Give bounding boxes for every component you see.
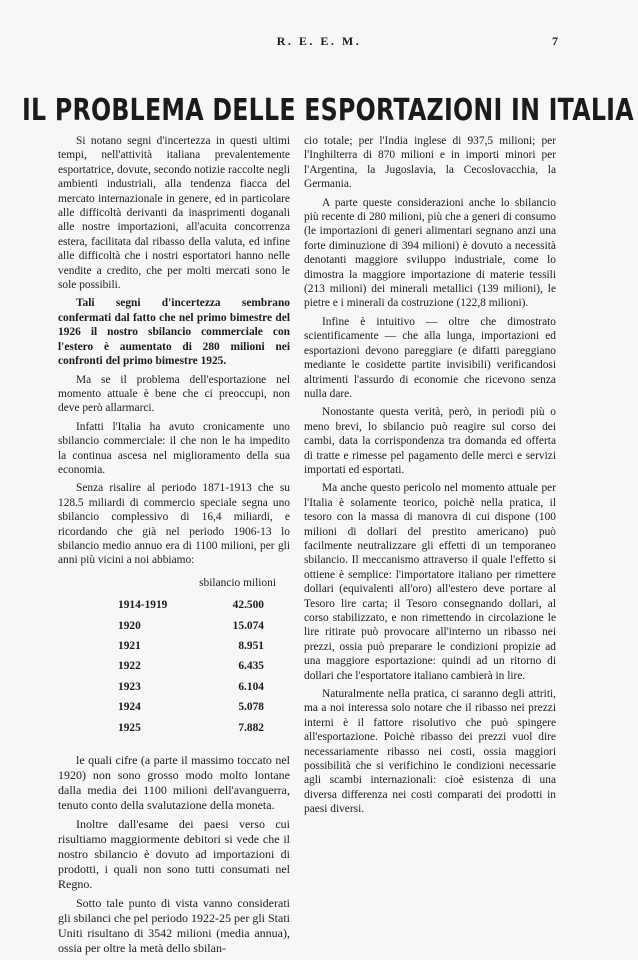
table-row bbox=[58, 619, 290, 639]
page-number: 7 bbox=[552, 34, 558, 48]
paragraph: Si notano segni d'incertezza in questi ultimi tempi, nell'attività italiana prevalentemente esportatrice, dovute, secondo notizie raccolte negli ambienti industriali, alla tendenza fiacca del mercato internazionale in genere, ed in particolare alle difficoltà derivanti da inasprimenti doganali alle nostre importazioni, all'acuita concorrenza estera, facilitata dal ribasso della valuta, ed infine alle difficoltà che i nostri esportatori hanno nelle vendite a credito, che per molti mercati sono le sole possibili. bbox=[58, 135, 290, 292]
paragraph: Senza risalire al periodo 1871-1913 che su 128.5 miliardi di commercio speciale segna uno sbilancio complessivo di 16,4 miliardi, e ricordando che già nel periodo 1906-13 lo sbilancio medio annuo era di 1100 milioni, per gli anni più vicini a noi abbiamo: bbox=[58, 482, 290, 567]
table-year: 1920 bbox=[118, 619, 141, 632]
paragraph: A parte queste considerazioni anche lo sbilancio più recente di 280 milioni, più che a generi di consumo (le importazioni di generi alimentari segnano anzi una forte diminuzione di 394 milioni) è dovuto a necessità denotanti maggiore sviluppo industriale, come lo dimostra la maggiore importazione di materie tessili (213 milioni) dei minerali metallici (139 milioni), le pietre e i minerali da costruzione (122,8 milioni). bbox=[304, 196, 556, 310]
table-year: 1922 bbox=[118, 660, 141, 673]
magazine-name: R. E. E. M. bbox=[276, 34, 362, 48]
table-row bbox=[58, 721, 290, 741]
table-value: 5.078 bbox=[238, 701, 264, 714]
paragraph: Ma se il problema dell'esportazione nel momento attuale è bene che ci preoccupi, non deve però allarmarci. bbox=[58, 373, 290, 415]
paragraph: le quali cifre (a parte il massimo toccato nel 1920) non sono grosso modo molto lontane dalla media dei 1100 milioni dell'avanguerra, tenuto conto della svalutazione della moneta. bbox=[58, 753, 290, 813]
table-value: 6.104 bbox=[238, 680, 264, 693]
table-value: 6.435 bbox=[238, 660, 264, 673]
deficit-table bbox=[58, 576, 290, 741]
article-title: IL PROBLEMA DELLE ESPORTAZIONI IN ITALIA bbox=[22, 93, 634, 128]
table-value: 7.882 bbox=[238, 721, 264, 734]
table-value: 15.074 bbox=[232, 619, 264, 632]
paragraph: Infatti l'Italia ha avuto cronicamente uno sbilancio commerciale: il che non le ha impedito la continua ascesa nel miglioramento della sua economia. bbox=[58, 420, 290, 476]
table-row bbox=[58, 659, 290, 679]
table-row bbox=[58, 598, 290, 618]
paragraph: Inoltre dall'esame dei paesi verso cui risultiamo maggiormente debitori si vede che il nostro sbilancio è dovuto ad importazioni di prodotti, i quali non sono tutti consumati nel Regno. bbox=[58, 817, 290, 892]
table-year: 1921 bbox=[118, 640, 141, 652]
paragraph: Infine è intuitivo — oltre che dimostrato scientificamente — che alla lunga, importazioni ed esportazioni devono pareggiare (e difatti pareggiano mediante le cosidette partite invisibili) verificandosi altrimenti l'assurdo di economie che ricevono senza nulla dare. bbox=[304, 315, 556, 400]
right-column bbox=[304, 134, 556, 821]
paragraph: cio totale; per l'India inglese di 937,5 milioni; per l'Inghilterra di 870 milioni e in importi minori per l'Argentina, la Jugoslavia, la Cecoslovacchia, la Germania. bbox=[304, 135, 556, 191]
table-row bbox=[58, 639, 290, 659]
table-year: 1925 bbox=[118, 721, 141, 734]
table-year: 1924 bbox=[118, 701, 141, 714]
table-header: sbilancio milioni bbox=[199, 576, 276, 589]
table-row bbox=[58, 680, 290, 700]
left-column bbox=[58, 134, 290, 960]
paragraph: Nonostante questa verità, però, in periodi più o meno brevi, lo sbilancio può reagire sul corso dei cambi, data la corrispondenza tra domanda ed offerta di tratte e rimesse pel pagamento delle merci e servizi importati ed esportati. bbox=[304, 406, 556, 476]
table-row bbox=[58, 700, 290, 720]
paragraph: Tali segni d'incertezza sembrano confermati dal fatto che nel primo bimestre del 1926 il nostro sbilancio commerciale con l'estero è aumentato di 280 milioni nei confronti del primo bimestre 1925. bbox=[58, 297, 290, 368]
paragraph: Naturalmente nella pratica, ci saranno degli attriti, ma a noi interessa solo notare che il ribasso nei prezzi interni è il fattore risolutivo che può spingere all'esportazione. Poichè ribasso dei prezzi vuol dire necessariamente ribasso nei costi, ossia maggiori possibilità che si verifichino le condizioni necessarie agli scambi internazionali: cioè esistenza di una diversa differenza nei costi comparati dei prodotti in paesi diversi. bbox=[304, 688, 556, 816]
table-year: 1914-1919 bbox=[118, 599, 168, 612]
paragraph: Ma anche questo pericolo nel momento attuale per l'Italia è solamente teorico, poichè nella pratica, il tesoro con la massa di manovra di cui dispone (100 milioni di dollari del prestito americano) può facilmente neutralizzare gli effetti di un temporaneo sbilancio. Il meccanismo attraverso il quale l'effetto si ottiene è semplice: l'importatore italiano per rimettere dollari (equivalenti all'oro) all'estero deve portare al Tesoro lire carta; il Tesoro consegnando dollari, al corso stabilizzato, e non rimettendo in circolazione le lire ritirate può provocare all'interno un ribasso nei prezzi, ossia può preparare le condizioni propizie ad una maggiore esportazione: quindi ad un ritorno di dollari che l'esportatore italiano cambierà in lire. bbox=[304, 482, 556, 682]
table-year: 1923 bbox=[118, 680, 141, 693]
table-value: 42.500 bbox=[232, 599, 264, 612]
running-header bbox=[0, 34, 638, 54]
paragraph: Sotto tale punto di vista vanno considerati gli sbilanci che pel periodo 1922-25 per gli Stati Uniti risultano di 3542 milioni (media annua), ossia per oltre la metà dello sbilan- bbox=[58, 896, 290, 956]
table-value: 8.951 bbox=[238, 640, 264, 652]
